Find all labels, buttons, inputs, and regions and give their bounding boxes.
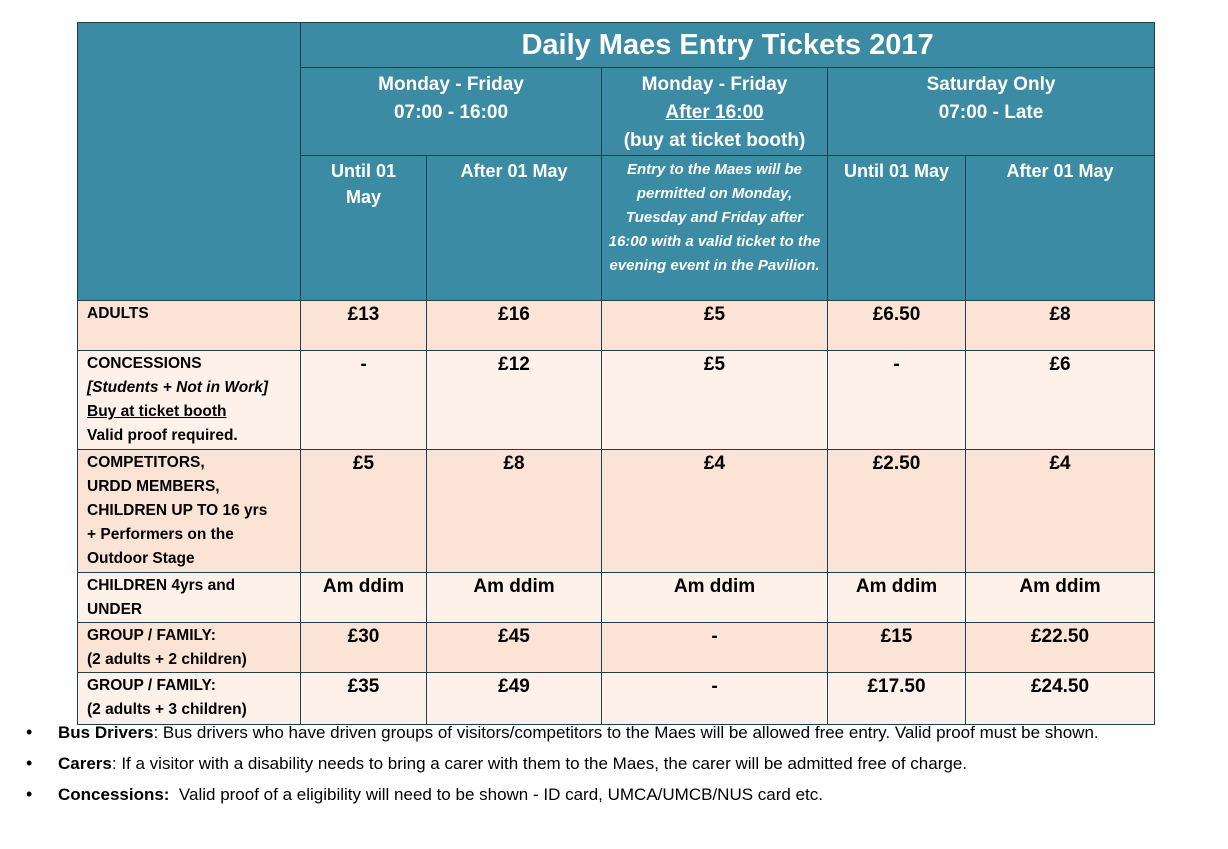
col-header-mf-until: Until 01 May bbox=[301, 156, 427, 301]
price-cell: £16 bbox=[427, 301, 602, 351]
table-row bbox=[78, 573, 1155, 623]
row-label-competitors: COMPETITORS, URDD MEMBERS, CHILDREN UP TO 16 yrs + Performers on the Outdoor Stage bbox=[78, 450, 301, 573]
col-header-sat-until: Until 01 May bbox=[828, 156, 966, 301]
price-cell: Am ddim bbox=[427, 573, 602, 623]
list-item: • Concessions: Valid proof of a eligibility will need to be shown - ID card, UMCA/UMCB/NUS card etc. bbox=[18, 779, 1218, 810]
price-cell: £4 bbox=[966, 450, 1155, 573]
list-item: • Carers: If a visitor with a disability needs to bring a carer with them to the Maes, the carer will be admitted free of charge. bbox=[18, 748, 1218, 779]
price-cell: £5 bbox=[602, 351, 828, 450]
price-cell: - bbox=[828, 351, 966, 450]
price-cell: £24.50 bbox=[966, 673, 1155, 725]
price-cell: Am ddim bbox=[966, 573, 1155, 623]
price-cell: - bbox=[301, 351, 427, 450]
price-cell: £35 bbox=[301, 673, 427, 725]
table-row bbox=[78, 450, 1155, 573]
list-item: • Bus Drivers: Bus drivers who have driven groups of visitors/competitors to the Maes will be allowed free entry. Valid proof must be shown. bbox=[18, 717, 1218, 748]
price-cell: £2.50 bbox=[828, 450, 966, 573]
price-cell: £4 bbox=[602, 450, 828, 573]
corner-cell bbox=[78, 23, 301, 301]
notes-list bbox=[18, 717, 1218, 810]
table-row bbox=[78, 301, 1155, 351]
price-cell: £45 bbox=[427, 623, 602, 673]
price-cell: - bbox=[602, 623, 828, 673]
price-cell: - bbox=[602, 673, 828, 725]
price-cell: £15 bbox=[828, 623, 966, 673]
row-label-children-under-4: CHILDREN 4yrs and UNDER bbox=[78, 573, 301, 623]
price-cell: £5 bbox=[301, 450, 427, 573]
price-cell: £6 bbox=[966, 351, 1155, 450]
group-header-saturday: Saturday Only 07:00 - Late bbox=[828, 68, 1155, 156]
col-header-mf-after: After 01 May bbox=[427, 156, 602, 301]
evening-entry-note: Entry to the Maes will be permitted on Monday, Tuesday and Friday after 16:00 with a valid ticket to the evening event in the Pavilion. bbox=[602, 156, 828, 301]
col-header-sat-after: After 01 May bbox=[966, 156, 1155, 301]
bullet-icon: • bbox=[26, 722, 33, 742]
price-cell: £13 bbox=[301, 301, 427, 351]
ticket-table bbox=[77, 22, 1155, 725]
price-cell: Am ddim bbox=[602, 573, 828, 623]
price-cell: £8 bbox=[966, 301, 1155, 351]
group-header-weekday: Monday - Friday 07:00 - 16:00 bbox=[301, 68, 602, 156]
price-cell: £5 bbox=[602, 301, 828, 351]
price-cell: £30 bbox=[301, 623, 427, 673]
price-cell: £17.50 bbox=[828, 673, 966, 725]
price-cell: £8 bbox=[427, 450, 602, 573]
group-header-evening: Monday - Friday After 16:00 (buy at ticket booth) bbox=[602, 68, 828, 156]
bullet-icon: • bbox=[26, 753, 33, 773]
row-label-family-2-2: GROUP / FAMILY: (2 adults + 2 children) bbox=[78, 623, 301, 673]
table-row bbox=[78, 623, 1155, 673]
table-title: Daily Maes Entry Tickets 2017 bbox=[301, 23, 1155, 68]
price-cell: £49 bbox=[427, 673, 602, 725]
price-cell: £12 bbox=[427, 351, 602, 450]
row-label-concessions: CONCESSIONS [Students + Not in Work] Buy at ticket booth Valid proof required. bbox=[78, 351, 301, 450]
bullet-icon: • bbox=[26, 784, 33, 804]
table-row bbox=[78, 351, 1155, 450]
row-label-adults: ADULTS bbox=[78, 301, 301, 351]
price-cell: Am ddim bbox=[828, 573, 966, 623]
price-cell: £6.50 bbox=[828, 301, 966, 351]
price-cell: £22.50 bbox=[966, 623, 1155, 673]
row-label-family-2-3: GROUP / FAMILY: (2 adults + 3 children) bbox=[78, 673, 301, 725]
price-cell: Am ddim bbox=[301, 573, 427, 623]
